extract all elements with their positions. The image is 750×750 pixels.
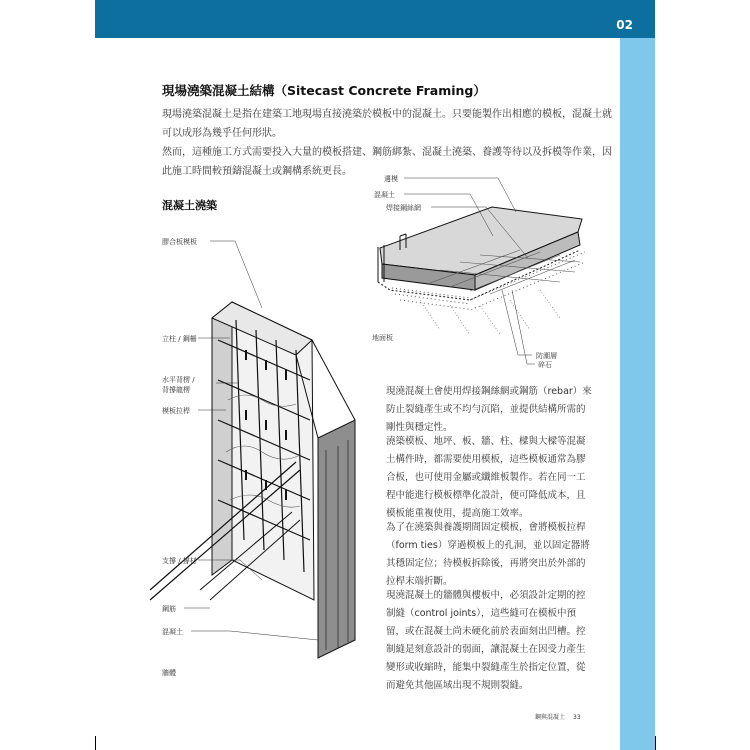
intro-paragraph-2: 然而，這種施工方式需要投入大量的模板搭建、鋼筋綁紮、混凝土澆築、養護等待以及拆模等作業，因此施工時間較預鑄混凝土或鋼構系統更長。 <box>162 147 612 177</box>
page-footer <box>535 712 581 721</box>
label-studs: 立柱 / 鋼柵 <box>162 335 197 343</box>
label-vapor-barrier: 防潮層 <box>536 352 557 360</box>
figure-subtitle: 混凝土澆築 <box>162 199 217 212</box>
crop-mark-left <box>95 736 96 750</box>
page-number: 33 <box>573 714 581 721</box>
label-welded-wire-mesh: 焊接鋼絲網 <box>386 204 421 212</box>
slab-illustration <box>378 207 585 335</box>
label-wall-concrete: 混凝土 <box>162 628 183 636</box>
section-title: 現場澆築混凝土結構（Sitecast Concrete Framing） <box>162 83 486 98</box>
body-paragraph-1: 現澆混凝土會使用焊接鋼絲網或鋼筋（rebar）來防止裂縫產生或不均勻沉陷，並提供結構所需的剛性與穩定性。 <box>386 386 592 433</box>
label-slab-concrete: 混凝土 <box>374 191 395 199</box>
wall-formwork-illustration <box>150 302 355 658</box>
label-walers-2: 背撐龍楞 <box>162 386 190 394</box>
crop-mark-right <box>655 736 656 750</box>
body-paragraph-2: 澆築模板、地坪、板、牆、柱、樑與大樑等混凝土構件時，都需要使用模板，這些模板通常為膠合板，也可使用金屬或纖維板製作。若在同一工程中能進行模板標準化設計，便可降低成本，且模板能重複使用，提高施工效率。 <box>386 436 586 519</box>
running-title: 鋼與混凝土 <box>535 714 566 721</box>
label-walers-1: 水平背楞 / <box>162 376 195 384</box>
body-paragraph-4: 現澆混凝土的牆體與樓板中，必須設計定期的控制縫（control joints），這些縫可在模板中預留，或在混凝土尚未硬化前於表面刻出凹槽。控制縫是刻意設計的弱面，讓混凝土在因受力產生變形或收縮時，能集中裂縫產生於指定位置，從而避免其他區域出現不規則裂縫。 <box>386 590 586 691</box>
chapter-number: 02 <box>616 18 633 32</box>
body-paragraph-3: 為了在澆築與養護期間固定模板，會將模板拉桿（form ties）穿過模板上的孔洞，並以固定器將其穩固定位；待模板拆除後，再將突出於外部的拉桿末端折斷。 <box>386 522 590 587</box>
intro-paragraph-1: 現場澆築混凝土是指在建築工地現場直接澆築於模板中的混凝土。只要能製作出相應的模板，混凝土就可以成形為幾乎任何形狀。 <box>162 109 612 139</box>
label-rebar: 鋼筋 <box>162 605 176 613</box>
label-slab-on-grade: 地面板 <box>372 334 393 342</box>
label-wall: 牆體 <box>162 669 176 677</box>
label-form-ties: 模板拉桿 <box>162 407 190 415</box>
label-bracing: 支撐 / 撐材 <box>162 557 197 565</box>
label-edge-form: 邊模 <box>384 175 398 183</box>
label-gravel: 碎石 <box>538 361 552 369</box>
label-plywood-form: 膠合板模板 <box>162 238 197 246</box>
